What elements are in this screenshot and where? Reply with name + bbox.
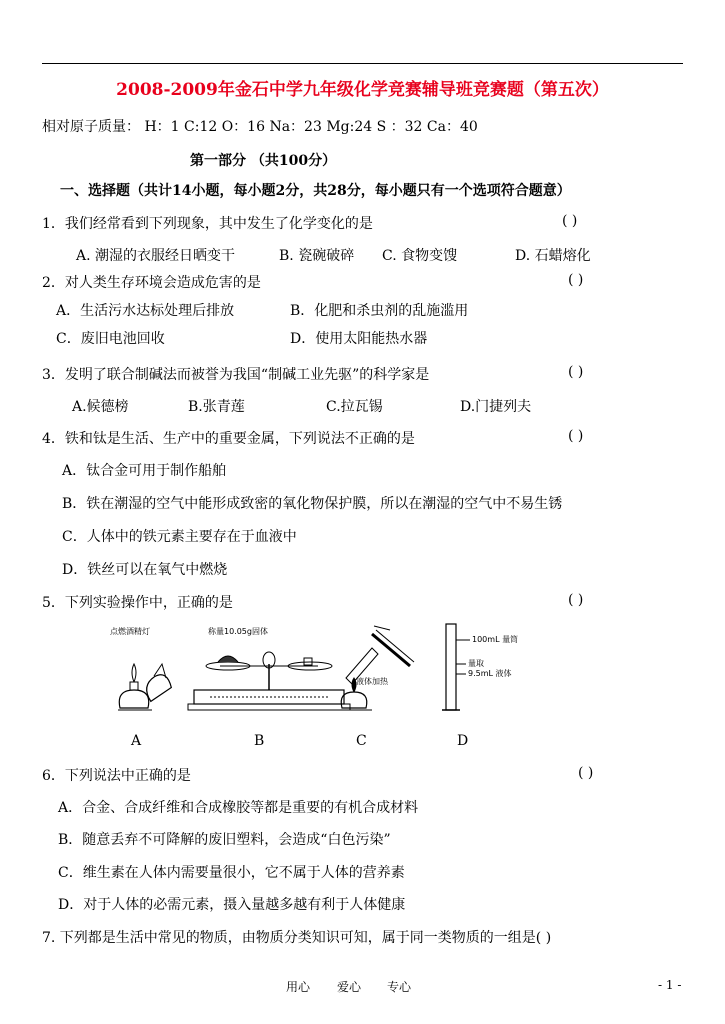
q3-option-d: D.门捷列夫 (460, 399, 532, 415)
q6-option-a: A．合金、合成纤维和合成橡胶等都是重要的有机合成材料 (58, 800, 419, 816)
q1-blank: ( ) (562, 213, 578, 229)
page-number: - 1 - (658, 978, 682, 992)
figure-d-label-2: 量取 (468, 659, 484, 668)
q6-blank: ( ) (578, 765, 594, 781)
q1-option-b: B. 瓷碗破碎 (279, 248, 355, 264)
q5-stem: 5．下列实验操作中，正确的是 (42, 595, 233, 611)
figure-a-label-text: 点燃酒精灯 (110, 627, 150, 636)
q4-option-b: B．铁在潮湿的空气中能形成致密的氧化物保护膜，所以在潮湿的空气中不易生锈 (62, 496, 563, 512)
q5-option-c: C (356, 733, 367, 749)
header-rule (42, 63, 683, 64)
page-title: 2008-2009年金石中学九年级化学竞赛辅导班竞赛题（第五次） (116, 80, 609, 100)
part-heading: 第一部分 （共100分） (190, 153, 337, 169)
q2-option-b: B．化肥和杀虫剂的乱施滥用 (290, 303, 469, 319)
q2-stem: 2．对人类生存环境会造成危害的是 (42, 275, 261, 291)
q5-option-a: A (131, 733, 142, 749)
q2-option-c: C．废旧电池回收 (56, 331, 165, 347)
q7-stem: 7. 下列都是生活中常见的物质，由物质分类知识可知，属于同一类物质的一组是( ) (42, 930, 552, 946)
q1-stem: 1．我们经常看到下列现象，其中发生了化学变化的是 (42, 216, 373, 232)
q1-option-a: A. 潮湿的衣服经日晒变干 (76, 248, 236, 264)
footer-motto-2: 爱心 (337, 980, 362, 994)
q6-option-d: D．对于人体的必需元素，摄入量越多越有利于人体健康 (58, 897, 406, 913)
footer-motto-3: 专心 (387, 980, 412, 994)
q2-blank: ( ) (568, 272, 584, 288)
q6-stem: 6．下列说法中正确的是 (42, 768, 191, 784)
q1-option-c: C. 食物变馊 (382, 248, 458, 264)
q4-blank: ( ) (568, 428, 584, 444)
figure-a-alcohol-lamp (110, 626, 174, 710)
figure-b-label-text: 称量10.05g固体 (208, 627, 268, 636)
q4-option-c: C．人体中的铁元素主要存在于血液中 (62, 529, 297, 545)
q3-option-c: C.拉瓦锡 (326, 399, 383, 415)
figure-b-balance (188, 626, 350, 710)
q5-option-d: D (457, 733, 469, 749)
figure-c-liquid-heating (338, 626, 414, 710)
figure-d-label-3: 9.5mL 液体 (468, 669, 512, 678)
q4-stem: 4．铁和钛是生活、生产中的重要金属，下列说法不正确的是 (42, 431, 415, 447)
q2-option-a: A．生活污水达标处理后排放 (56, 303, 235, 319)
q3-option-a: A.候德榜 (72, 399, 129, 415)
q3-option-b: B.张青莲 (188, 399, 245, 415)
figure-c-label-text: 液体加热 (356, 677, 388, 686)
footer-motto-1: 用心 (286, 980, 311, 994)
q2-option-d: D．使用太阳能热水器 (290, 331, 428, 347)
figure-d-label-1: 100mL 量筒 (472, 635, 519, 644)
section-heading: 一、选择题（共计14小题，每小题2分，共28分，每小题只有一个选项符合题意） (60, 183, 571, 199)
q3-stem: 3．发明了联合制碱法而被誉为我国“制碱工业先驱”的科学家是 (42, 367, 430, 383)
q6-option-c: C．维生素在人体内需要量很小，它不属于人体的营养素 (58, 865, 405, 881)
lab-operations-figure (110, 620, 519, 720)
q3-blank: ( ) (568, 364, 584, 380)
q5-blank: ( ) (568, 592, 584, 608)
figure-d-graduated-cylinder (442, 624, 518, 710)
q4-option-a: A．钛合金可用于制作船舶 (62, 463, 227, 479)
q6-option-b: B．随意丢弃不可降解的废旧塑料，会造成“白色污染” (58, 832, 391, 848)
q5-option-b: B (254, 733, 265, 749)
atomic-mass-line: 相对原子质量： H：1 C:12 O：16 Na：23 Mg:24 S ：32 Ca：40 (42, 119, 478, 135)
q4-option-d: D．铁丝可以在氧气中燃烧 (62, 562, 228, 578)
q1-option-d: D. 石蜡熔化 (515, 248, 591, 264)
